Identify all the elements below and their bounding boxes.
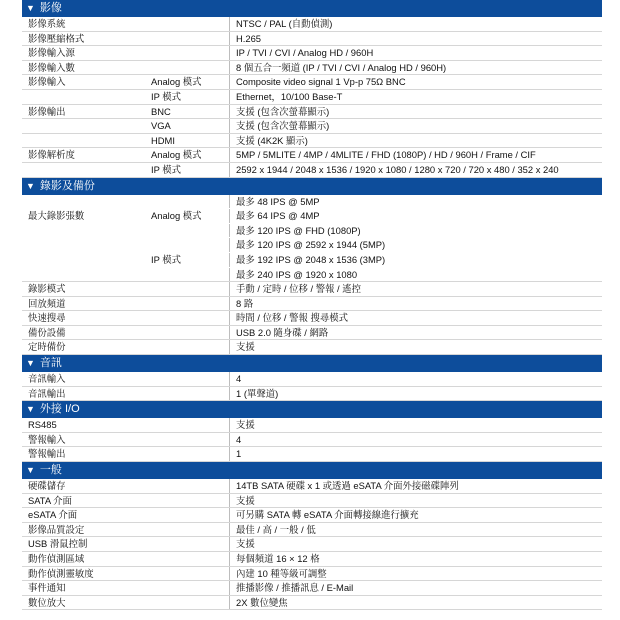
section-title: 影像 [39, 2, 62, 14]
spec-row [22, 90, 602, 105]
spec-value: 最多 120 IPS @ FHD (1080P) [229, 224, 602, 238]
section-header [22, 401, 602, 418]
section-header [22, 355, 602, 372]
spec-section [22, 0, 602, 178]
spec-label: 影像輸入數 [28, 61, 75, 73]
spec-row [22, 32, 602, 47]
spec-label: 快速搜尋 [28, 312, 66, 324]
spec-value: USB 2.0 隨身碟 / 網路 [229, 326, 602, 340]
spec-label: 動作偵測區域 [28, 553, 85, 564]
spec-label: 影像品質設定 [28, 523, 85, 535]
spec-label [22, 224, 147, 238]
spec-value: 最佳 / 高 / 一般 / 低 [229, 523, 602, 537]
spec-value: 8 個五合一頻道 (IP / TVI / CVI / Analog HD / 960H) [229, 61, 602, 75]
spec-value: 4 [229, 372, 602, 386]
spec-value: 2592 x 1944 / 2048 x 1536 / 1920 x 1080 / 1280 x 720 / 720 x 480 / 352 x 240 [229, 163, 602, 177]
spec-row [22, 297, 602, 312]
spec-row [22, 479, 602, 494]
spec-row [22, 433, 602, 448]
spec-sublabel [147, 326, 229, 340]
spec-label: USB 滑鼠控制 [28, 538, 88, 550]
triangle-down-icon: ▼ [26, 180, 35, 191]
spec-label: eSATA 介面 [28, 509, 78, 521]
triangle-down-icon: ▼ [26, 358, 35, 369]
spec-row [22, 552, 602, 567]
spec-value: 推播影像 / 推播訊息 / E-Mail [229, 581, 602, 595]
spec-sublabel [147, 32, 229, 46]
section-title: 一般 [39, 464, 62, 477]
spec-row [22, 387, 602, 402]
spec-value: 支援 [229, 537, 602, 551]
spec-row [22, 195, 602, 210]
spec-row [22, 537, 602, 552]
spec-row [22, 75, 602, 90]
spec-value: 支援 (4K2K 顯示) [229, 134, 602, 148]
spec-label [22, 90, 147, 104]
spec-label: 警報輸入 [28, 433, 66, 445]
spec-value: 手動 / 定時 / 位移 / 警報 / 遙控 [229, 282, 602, 296]
spec-row [22, 523, 602, 538]
triangle-down-icon: ▼ [26, 3, 35, 13]
spec-label: 錄影模式 [28, 283, 66, 295]
triangle-down-icon: ▼ [26, 465, 35, 476]
spec-sublabel [147, 418, 229, 432]
spec-row [22, 567, 602, 582]
spec-value: 5MP / 5MLITE / 4MP / 4MLITE / FHD (1080P) / HD / 960H / Frame / CIF [229, 148, 602, 162]
spec-sublabel: Analog 模式 [151, 76, 202, 88]
spec-label [22, 238, 147, 252]
spec-value: Ethernet，10/100 Base-T [229, 90, 602, 104]
section-title: 錄影及備份 [39, 179, 95, 192]
spec-value: 支援 [229, 494, 602, 508]
spec-label: 警報輸出 [28, 448, 66, 460]
spec-row [22, 596, 602, 611]
spec-value: 支援 [229, 418, 602, 432]
spec-sublabel [147, 581, 229, 595]
spec-value: 2X 數位變焦 [229, 596, 602, 610]
spec-sublabel [147, 387, 229, 401]
spec-row [22, 209, 602, 224]
spec-sublabel [147, 508, 229, 522]
spec-sublabel [147, 46, 229, 60]
spec-row [22, 326, 602, 341]
spec-value: 最多 64 IPS @ 4MP [229, 209, 602, 223]
spec-section [22, 462, 602, 610]
spec-sublabel: IP 模式 [151, 90, 182, 102]
spec-label: SATA 介面 [28, 494, 72, 506]
spec-sublabel: IP 模式 [151, 253, 182, 265]
spec-value: 1 [229, 447, 602, 461]
spec-row [22, 17, 602, 32]
spec-value: 內建 10 種等級可調整 [229, 567, 602, 581]
spec-section [22, 178, 602, 356]
spec-sublabel [147, 195, 229, 209]
spec-row [22, 134, 602, 149]
spec-sublabel [147, 61, 229, 75]
spec-row [22, 148, 602, 163]
spec-value: H.265 [229, 32, 602, 46]
spec-row [22, 581, 602, 596]
spec-label: 定時備份 [28, 341, 66, 353]
spec-value: IP / TVI / CVI / Analog HD / 960H [229, 46, 602, 60]
spec-label [22, 268, 147, 282]
spec-sublabel: IP 模式 [151, 163, 182, 175]
spec-sublabel [147, 552, 229, 566]
spec-row [22, 253, 602, 268]
spec-value: 最多 240 IPS @ 1920 x 1080 [229, 268, 602, 282]
spec-sublabel [147, 297, 229, 311]
spec-label [22, 253, 147, 267]
spec-label: 影像輸入 [28, 76, 66, 88]
spec-label: 動作偵測靈敏度 [28, 567, 94, 579]
section-title: 外接 I/O [39, 403, 80, 416]
spec-label: 音訊輸入 [28, 373, 66, 385]
spec-row [22, 163, 602, 178]
spec-row [22, 372, 602, 387]
spec-value: 每個頻道 16 × 12 格 [229, 552, 602, 566]
spec-row [22, 418, 602, 433]
spec-sublabel [147, 224, 229, 238]
section-header [22, 0, 602, 17]
spec-sublabel [147, 567, 229, 581]
spec-sublabel [147, 268, 229, 282]
spec-label: 影像輸出 [28, 105, 66, 117]
spec-sublabel [147, 340, 229, 354]
spec-row [22, 508, 602, 523]
spec-value: Composite video signal 1 Vp-p 75Ω BNC [229, 75, 602, 89]
spec-label: 事件通知 [28, 582, 66, 594]
spec-row [22, 238, 602, 253]
spec-label: 音訊輸出 [28, 387, 66, 399]
spec-section [22, 355, 602, 401]
spec-sublabel [147, 17, 229, 31]
spec-label [22, 134, 147, 148]
spec-label: 備份設備 [28, 326, 66, 338]
spec-label: 最大錄影張數 [28, 210, 85, 222]
spec-value: 支援 (包含次螢幕顯示) [229, 105, 602, 119]
spec-label: 影像壓縮格式 [28, 32, 85, 44]
spec-sublabel [147, 537, 229, 551]
spec-sublabel: VGA [151, 120, 171, 132]
spec-label [22, 119, 147, 133]
spec-label: 硬碟儲存 [28, 480, 66, 492]
spec-value: 最多 120 IPS @ 2592 x 1944 (5MP) [229, 238, 602, 252]
spec-label [22, 195, 147, 209]
spec-section [22, 401, 602, 462]
spec-row [22, 224, 602, 239]
spec-sheet [22, 0, 602, 610]
spec-row [22, 311, 602, 326]
spec-label: 影像系統 [28, 18, 66, 29]
section-header [22, 462, 602, 479]
spec-sublabel [147, 494, 229, 508]
spec-sublabel [147, 311, 229, 325]
spec-sublabel [147, 282, 229, 296]
spec-sublabel [147, 596, 229, 610]
spec-value: 1 (單聲道) [229, 387, 602, 401]
spec-sublabel [147, 238, 229, 252]
spec-sublabel [147, 479, 229, 493]
spec-row [22, 447, 602, 462]
spec-row [22, 282, 602, 297]
spec-sublabel [147, 433, 229, 447]
spec-value: 支援 (包含次螢幕顯示) [229, 119, 602, 133]
spec-row [22, 494, 602, 509]
spec-label: 影像解析度 [28, 149, 75, 161]
spec-label [22, 163, 147, 177]
spec-label: 回放頻道 [28, 297, 66, 309]
section-header [22, 178, 602, 195]
spec-value: 最多 192 IPS @ 2048 x 1536 (3MP) [229, 253, 602, 267]
spec-label: 影像輸入源 [28, 47, 75, 59]
spec-value: 最多 48 IPS @ 5MP [229, 195, 602, 209]
spec-value: 4 [229, 433, 602, 447]
spec-sublabel [147, 523, 229, 537]
spec-value: 可另購 SATA 轉 eSATA 介面轉接線進行擴充 [229, 508, 602, 522]
spec-row [22, 340, 602, 355]
spec-sublabel: BNC [151, 105, 171, 117]
section-title: 音訊 [39, 357, 62, 370]
spec-row [22, 61, 602, 76]
triangle-down-icon: ▼ [26, 404, 35, 415]
spec-sublabel: Analog 模式 [151, 210, 202, 222]
spec-row [22, 46, 602, 61]
spec-sublabel: HDMI [151, 134, 175, 146]
spec-value: 支援 [229, 340, 602, 354]
spec-value: NTSC / PAL (自動偵測) [229, 17, 602, 31]
spec-row [22, 105, 602, 120]
spec-sublabel [147, 372, 229, 386]
spec-row [22, 119, 602, 134]
spec-value: 時間 / 位移 / 警報 搜尋模式 [229, 311, 602, 325]
spec-label: 數位放大 [28, 596, 66, 608]
spec-row [22, 268, 602, 283]
spec-sublabel: Analog 模式 [151, 149, 202, 161]
spec-value: 8 路 [229, 297, 602, 311]
spec-sublabel [147, 447, 229, 461]
spec-label: RS485 [28, 419, 57, 431]
spec-value: 14TB SATA 硬碟 x 1 或透過 eSATA 介面外接磁碟陣列 [229, 479, 602, 493]
